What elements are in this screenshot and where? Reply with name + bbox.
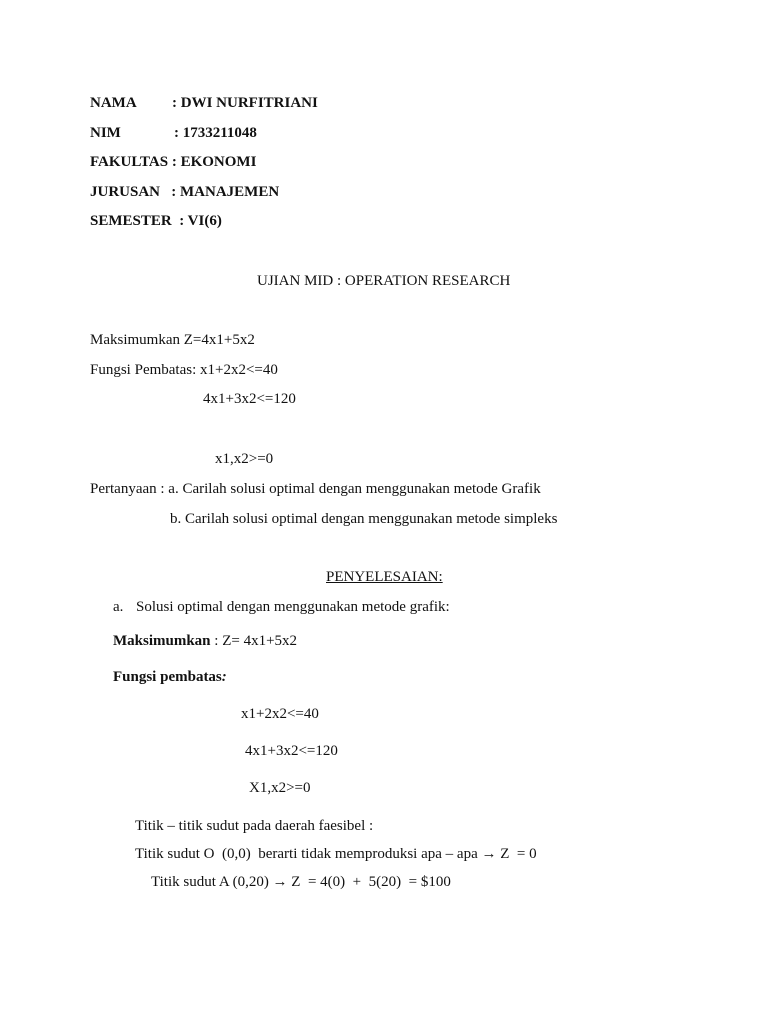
maximize-expression: : Z= 4x1+5x2 bbox=[210, 633, 298, 649]
solution-constraint-2: 4x1+3x2<=120 bbox=[245, 743, 338, 759]
constraints-label-row bbox=[113, 668, 227, 686]
nim-label: NIM bbox=[90, 125, 121, 141]
solution-heading: PENYELESAIAN: bbox=[326, 569, 443, 585]
maximize-label: Maksimumkan bbox=[113, 633, 211, 649]
nama-value: : DWI NURFITRIANI bbox=[172, 95, 318, 111]
identity-nim-row bbox=[90, 124, 257, 142]
question-b: b. Carilah solusi optimal dengan menggunakan metode simpleks bbox=[170, 511, 558, 527]
question-a: Pertanyaan : a. Carilah solusi optimal dengan menggunakan metode Grafik bbox=[90, 481, 541, 497]
constraint-line-1: Fungsi Pembatas: x1+2x2<=40 bbox=[90, 362, 278, 378]
solution-item-a-text: Solusi optimal dengan menggunakan metode grafik: bbox=[136, 599, 450, 615]
maximize-row bbox=[113, 632, 297, 650]
solution-constraint-3: X1,x2>=0 bbox=[249, 780, 311, 796]
corner-point-a: Titik sudut A (0,20) → Z = 4(0) + 5(20) = $100 bbox=[151, 874, 451, 890]
corner-points-intro: Titik – titik sudut pada daerah faesibel : bbox=[135, 818, 374, 834]
constraints-colon: : bbox=[221, 669, 227, 685]
exam-title: UJIAN MID : OPERATION RESEARCH bbox=[257, 273, 511, 289]
nim-value: : 1733211048 bbox=[174, 125, 257, 141]
jurusan-row: JURUSAN : MANAJEMEN bbox=[90, 184, 280, 200]
solution-item-a-marker: a. bbox=[113, 599, 124, 615]
nama-label: NAMA bbox=[90, 95, 137, 111]
solution-constraint-1: x1+2x2<=40 bbox=[241, 706, 319, 722]
corner-point-o: Titik sudut O (0,0) berarti tidak memproduksi apa – apa → Z = 0 bbox=[135, 846, 537, 862]
constraint-line-2: 4x1+3x2<=120 bbox=[203, 391, 296, 407]
semester-row: SEMESTER : VI(6) bbox=[90, 213, 222, 229]
identity-nama-row bbox=[90, 94, 318, 112]
fakultas-row: FAKULTAS : EKONOMI bbox=[90, 154, 257, 170]
nonnegativity-line: x1,x2>=0 bbox=[215, 451, 274, 467]
objective-function: Maksimumkan Z=4x1+5x2 bbox=[90, 332, 255, 348]
constraints-label: Fungsi pembatas bbox=[113, 669, 222, 685]
